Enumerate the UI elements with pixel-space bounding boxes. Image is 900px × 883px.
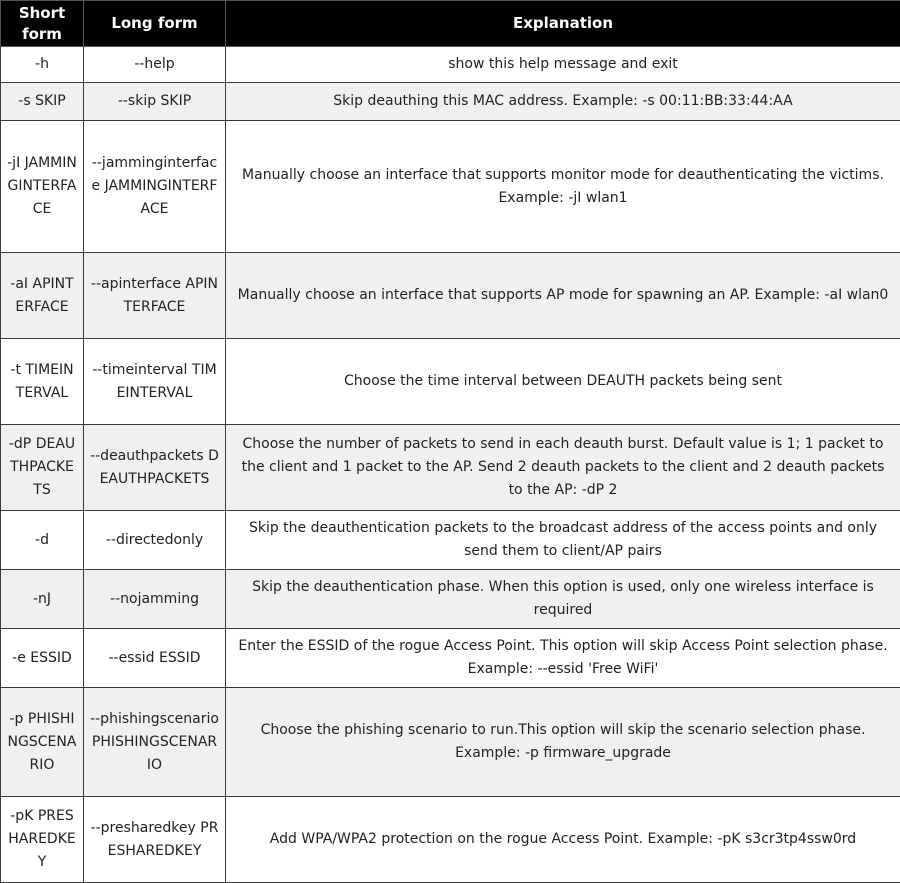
header-explanation: Explanation (226, 1, 900, 47)
long-form-cell: --help (84, 47, 226, 83)
long-form-cell: --presharedkey PRESHAREDKEY (84, 797, 226, 883)
explanation-cell: Add WPA/WPA2 protection on the rogue Access Point. Example: -pK s3cr3tp4ssw0rd (226, 797, 900, 883)
short-form-cell: -p PHISHINGSCENARIO (1, 688, 84, 797)
explanation-cell: Choose the phishing scenario to run.This option will skip the scenario selection phase. Example: -p firmware_upgrade (226, 688, 900, 797)
short-form-cell: -aI APINTERFACE (1, 253, 84, 339)
header-long-form: Long form (84, 1, 226, 47)
table-row (1, 688, 900, 797)
table-row (1, 797, 900, 883)
explanation-cell: Skip the deauthentication packets to the broadcast address of the access points and only send them to client/AP pairs (226, 511, 900, 570)
table-row (1, 339, 900, 425)
short-form-cell: -h (1, 47, 84, 83)
table-row (1, 425, 900, 511)
short-form-cell: -t TIMEINTERVAL (1, 339, 84, 425)
long-form-cell: --timeinterval TIMEINTERVAL (84, 339, 226, 425)
table-row (1, 47, 900, 83)
explanation-cell: Choose the number of packets to send in each deauth burst. Default value is 1; 1 packet to the client and 1 packet to the AP. Send 2 deauth packets to the client and 2 deauth packets to the AP: -dP 2 (226, 425, 900, 511)
table-row (1, 121, 900, 253)
explanation-cell: Enter the ESSID of the rogue Access Point. This option will skip Access Point selection phase. Example: --essid 'Free WiFi' (226, 629, 900, 688)
explanation-cell: Skip deauthing this MAC address. Example: -s 00:11:BB:33:44:AA (226, 83, 900, 121)
header-short-form: Short form (1, 1, 84, 47)
table-row (1, 511, 900, 570)
long-form-cell: --apinterface APINTERFACE (84, 253, 226, 339)
short-form-cell: -e ESSID (1, 629, 84, 688)
header-row (1, 1, 900, 47)
table-row (1, 253, 900, 339)
long-form-cell: --directedonly (84, 511, 226, 570)
explanation-cell: Choose the time interval between DEAUTH packets being sent (226, 339, 900, 425)
explanation-cell: Skip the deauthentication phase. When this option is used, only one wireless interface is required (226, 570, 900, 629)
long-form-cell: --jamminginterface JAMMINGINTERFACE (84, 121, 226, 253)
explanation-cell: Manually choose an interface that supports monitor mode for deauthenticating the victims. Example: -jI wlan1 (226, 121, 900, 253)
long-form-cell: --essid ESSID (84, 629, 226, 688)
table-row (1, 570, 900, 629)
short-form-cell: -dP DEAUTHPACKETS (1, 425, 84, 511)
table-row (1, 83, 900, 121)
explanation-cell: Manually choose an interface that supports AP mode for spawning an AP. Example: -aI wlan0 (226, 253, 900, 339)
short-form-cell: -nJ (1, 570, 84, 629)
long-form-cell: --deauthpackets DEAUTHPACKETS (84, 425, 226, 511)
short-form-cell: -s SKIP (1, 83, 84, 121)
explanation-cell: show this help message and exit (226, 47, 900, 83)
short-form-cell: -pK PRESHAREDKEY (1, 797, 84, 883)
table-body (1, 47, 900, 883)
table-row (1, 629, 900, 688)
table-header (1, 1, 900, 47)
short-form-cell: -jI JAMMINGINTERFACE (1, 121, 84, 253)
long-form-cell: --nojamming (84, 570, 226, 629)
long-form-cell: --phishingscenario PHISHINGSCENARIO (84, 688, 226, 797)
short-form-cell: -d (1, 511, 84, 570)
long-form-cell: --skip SKIP (84, 83, 226, 121)
